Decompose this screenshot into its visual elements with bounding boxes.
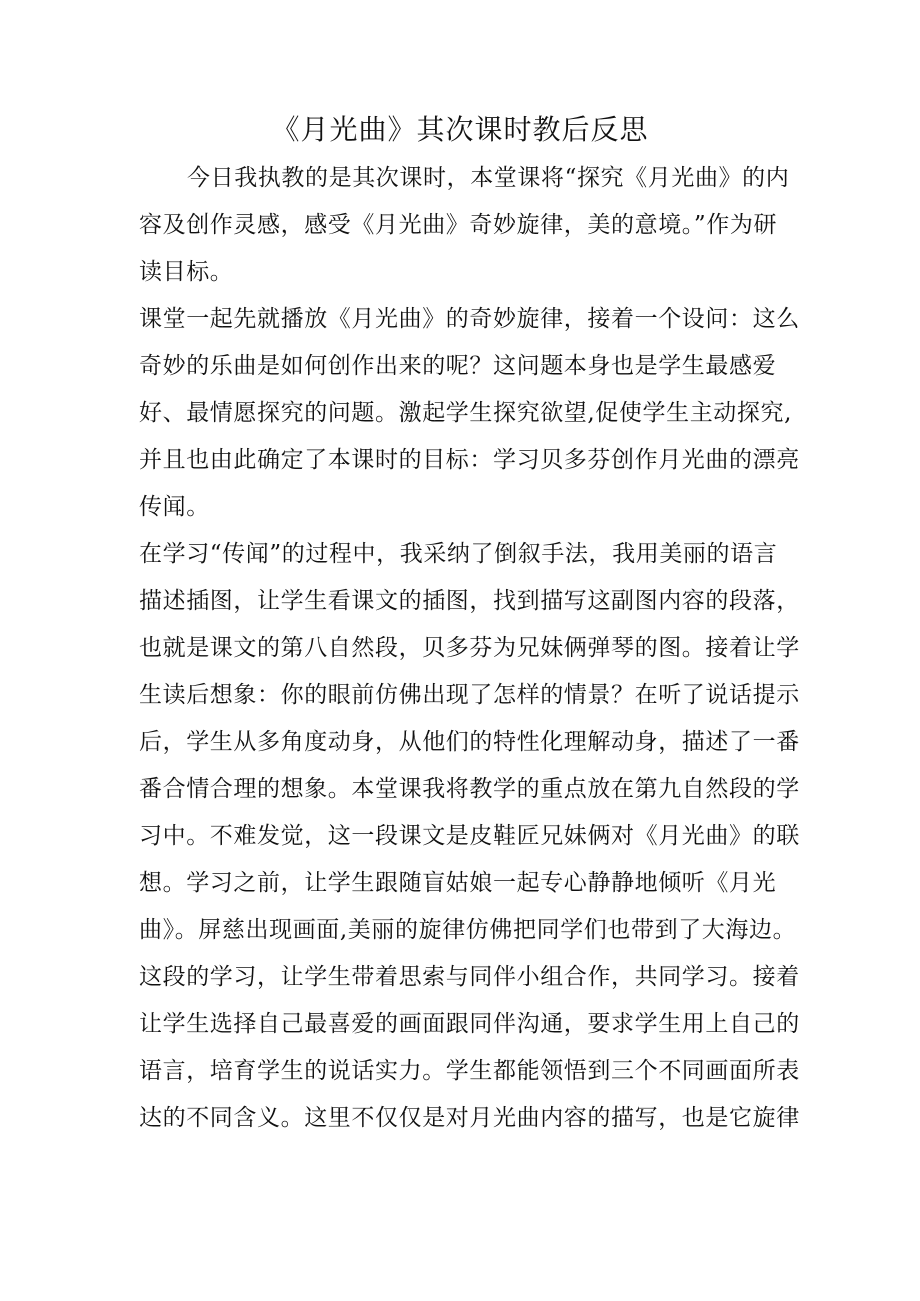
text-line: 语言，培育学生的说话实力。学生都能领悟到三个不同画面所表 xyxy=(139,1058,800,1084)
text-line: 习中。不难发觉，这一段课文是皮鞋匠兄妹俩对《月光曲》的联 xyxy=(139,823,800,849)
text-line: 后，学生从多角度动身，从他们的特性化理解动身，描述了一番 xyxy=(139,729,800,755)
text-line: 描述插图，让学生看课文的插图，找到描写这副图内容的段落， xyxy=(139,588,800,614)
text-line: 读目标。 xyxy=(139,259,234,285)
text-line: 并且也由此确定了本课时的目标：学习贝多芬创作月光曲的漂亮 xyxy=(139,447,800,473)
text-line: 生读后想象：你的眼前仿佛出现了怎样的情景？在听了说话提示 xyxy=(139,682,800,708)
document-body xyxy=(139,155,800,1142)
text-line: 容及创作灵感，感受《月光曲》奇妙旋律，美的意境。”作为研 xyxy=(139,212,778,238)
text-line: 也就是课文的第八自然段，贝多芬为兄妹俩弹琴的图。接着让学 xyxy=(139,635,800,661)
text-line: 达的不同含义。这里不仅仅是对月光曲内容的描写，也是它旋律 xyxy=(139,1105,800,1131)
text-line: 想。学习之前，让学生跟随盲姑娘一起专心静静地倾听《月光 xyxy=(139,870,777,896)
text-line: 传闻。 xyxy=(139,494,210,520)
text-line: 奇妙的乐曲是如何创作出来的呢？这问题本身也是学生最感爱 xyxy=(139,353,777,379)
text-line: 在学习“传闻”的过程中，我采纳了倒叙手法，我用美丽的语言 xyxy=(139,541,778,567)
document-title: 《月光曲》其次课时教后反思 xyxy=(271,113,649,146)
text-line: 今日我执教的是其次课时，本堂课将“探究《月光曲》的内 xyxy=(187,165,790,191)
text-line: 好、最情愿探究的问题。激起学生探究欲望,促使学生主动探究, xyxy=(139,400,793,426)
text-line: 番合情合理的想象。本堂课我将教学的重点放在第九自然段的学 xyxy=(139,776,800,802)
text-line: 让学生选择自己最喜爱的画面跟同伴沟通，要求学生用上自己的 xyxy=(139,1011,800,1037)
text-line: 曲》。屏慈出现画面,美丽的旋律仿佛把同学们也带到了大海边。 xyxy=(139,917,797,943)
text-line: 这段的学习，让学生带着思索与同伴小组合作，共同学习。接着 xyxy=(139,964,800,990)
text-line: 课堂一起先就播放《月光曲》的奇妙旋律，接着一个设问：这么 xyxy=(139,306,800,332)
